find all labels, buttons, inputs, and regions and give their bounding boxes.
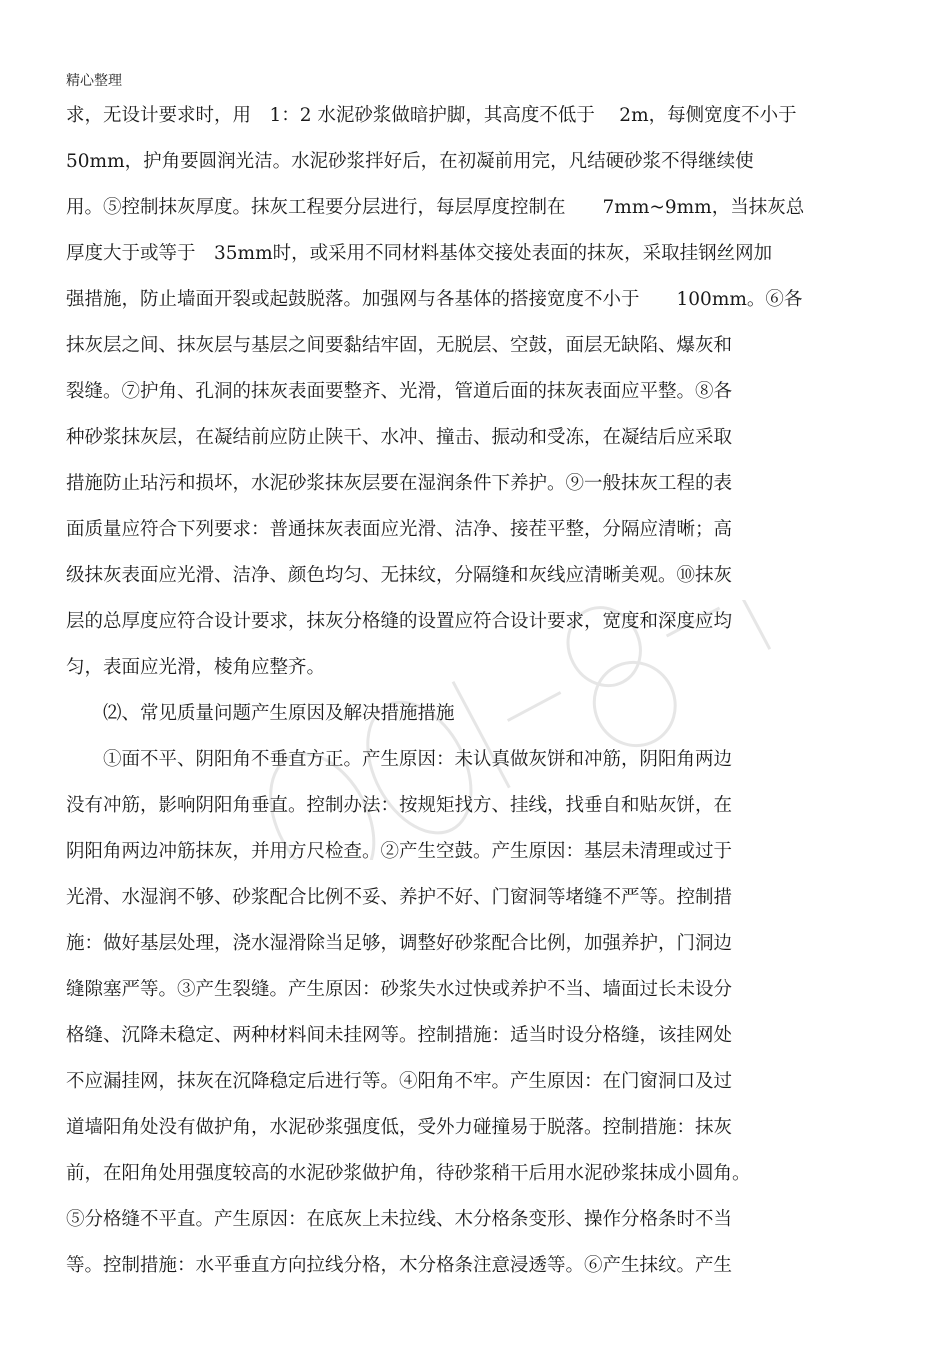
text-line: 级抹灰表面应光滑、洁净、颜色均匀、无抹纹，分隔缝和灰线应清晰美观。⑩抹灰 bbox=[66, 565, 733, 586]
text-line: 求，无设计要求时，用 1：2 水泥砂浆做暗护脚，其高度不低于 2m，每侧宽度不小于 bbox=[66, 105, 797, 126]
text-line: 道墙阳角处没有做护角，水泥砂浆强度低，受外力碰撞易于脱落。控制措施：抹灰 bbox=[66, 1117, 733, 1138]
page-header: 精心整理 bbox=[66, 73, 122, 89]
text-line: ⑤分格缝不平直。产生原因：在底灰上未拉线、木分格条变形、操作分格条时不当 bbox=[66, 1209, 733, 1230]
text-line: 措施防止玷污和损坏，水泥砂浆抹灰层要在湿润条件下养护。⑨一般抹灰工程的表 bbox=[66, 473, 733, 494]
text-line: 施：做好基层处理，浇水湿滑除当足够，调整好砂浆配合比例，加强养护，门洞边 bbox=[66, 933, 733, 954]
text-line: 没有冲筋，影响阴阳角垂直。控制办法：按规矩找方、挂线，找垂自和贴灰饼，在 bbox=[66, 795, 733, 816]
text-line: 厚度大于或等于 35mm时，或采用不同材料基体交接处表面的抹灰，采取挂钢丝网加 bbox=[66, 243, 773, 264]
watermark-graphic bbox=[180, 600, 800, 860]
text-line: 光滑、水湿润不够、砂浆配合比例不妥、养护不好、门窗洞等堵缝不严等。控制措 bbox=[66, 887, 733, 908]
text-line: 缝隙塞严等。③产生裂缝。产生原因：砂浆失水过快或养护不当、墙面过长未设分 bbox=[66, 979, 733, 1000]
text-line: 不应漏挂网，抹灰在沉降稳定后进行等。④阳角不牢。产生原因：在门窗洞口及过 bbox=[66, 1071, 733, 1092]
text-line: 阴阳角两边冲筋抹灰，并用方尺检查。②产生空鼓。产生原因：基层未清理或过于 bbox=[66, 841, 733, 862]
text-line: 裂缝。⑦护角、孔洞的抹灰表面要整齐、光滑，管道后面的抹灰表面应平整。⑧各 bbox=[66, 381, 733, 402]
text-line: 50mm，护角要圆润光洁。水泥砂浆拌好后，在初凝前用完，凡结硬砂浆不得继续使 bbox=[66, 151, 754, 172]
text-line: 强措施，防止墙面开裂或起鼓脱落。加强网与各基体的搭接宽度不小于 100mm。⑥各 bbox=[66, 289, 803, 310]
text-line: 层的总厚度应符合设计要求，抹灰分格缝的设置应符合设计要求，宽度和深度应均 bbox=[66, 611, 733, 632]
text-line: ①面不平、阴阳角不垂直方正。产生原因：未认真做灰饼和冲筋，阴阳角两边 bbox=[66, 749, 733, 770]
text-line: 匀，表面应光滑，棱角应整齐。 bbox=[66, 657, 326, 678]
text-line: 面质量应符合下列要求：普通抹灰表面应光滑、洁净、接茬平整，分隔应清晰；高 bbox=[66, 519, 733, 540]
text-line: 前，在阳角处用强度较高的水泥砂浆做护角，待砂浆稍干后用水泥砂浆抹成小圆角。 bbox=[66, 1163, 751, 1184]
text-line: 用。⑤控制抹灰厚度。抹灰工程要分层进行，每层厚度控制在 7mm~9mm，当抹灰总 bbox=[66, 197, 805, 218]
text-line: 格缝、沉降未稳定、两种材料间未挂网等。控制措施：适当时设分格缝，该挂网处 bbox=[66, 1025, 733, 1046]
section-heading: ⑵、常见质量问题产生原因及解决措施措施 bbox=[66, 703, 455, 724]
text-line: 等。控制措施：水平垂直方向拉线分格，木分格条注意浸透等。⑥产生抹纹。产生 bbox=[66, 1255, 733, 1276]
text-line: 抹灰层之间、抹灰层与基层之间要黏结牢固，无脱层、空鼓，面层无缺陷、爆灰和 bbox=[66, 335, 733, 356]
text-line: 种砂浆抹灰层，在凝结前应防止陕干、水冲、撞击、振动和受冻，在凝结后应采取 bbox=[66, 427, 733, 448]
